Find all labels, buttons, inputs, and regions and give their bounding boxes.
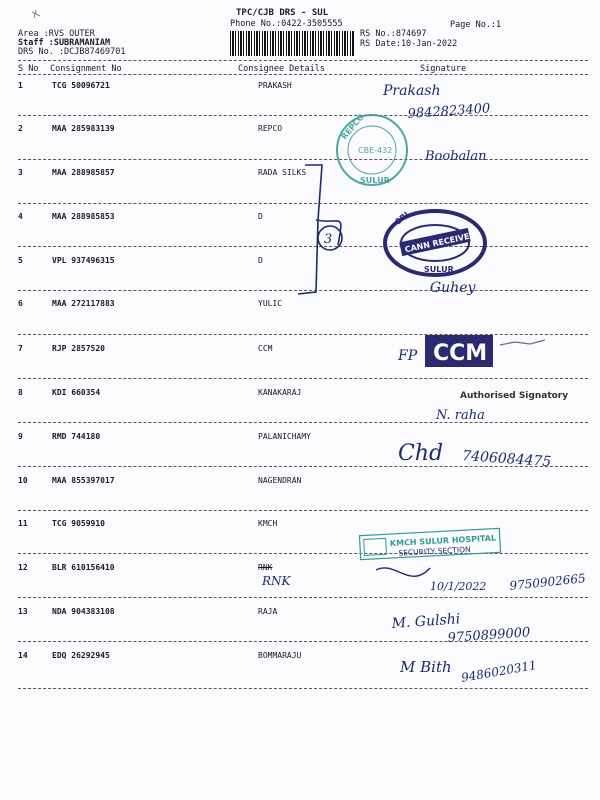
authorised-signatory-stamp: Authorised Signatory xyxy=(460,391,569,401)
row-consignee: BOMMARAJU xyxy=(258,651,302,660)
page-number: Page No.:1 xyxy=(450,20,502,30)
row-consignment: EDQ 26292945 xyxy=(52,651,110,660)
row-sno: 13 xyxy=(18,607,28,616)
row-sno: 12 xyxy=(18,563,28,572)
row-consignee: KANAKARAJ xyxy=(258,388,302,397)
col-header-signature: Signature xyxy=(420,64,467,74)
row-sno: 2 xyxy=(18,124,23,133)
row14-phone-handwriting: 9486020311 xyxy=(460,657,538,685)
row-consignment: NDA 904383108 xyxy=(52,607,115,616)
row2-signature: Boobalan xyxy=(425,149,487,164)
row14-signature: M Bith xyxy=(400,658,452,676)
row-consignment: TCG 50096721 xyxy=(52,81,110,90)
row-consignment: RMD 744180 xyxy=(52,432,101,441)
row-consignee: RNK xyxy=(258,563,273,572)
row-consignee: RAJA xyxy=(258,607,278,616)
kmch-stamp-subtitle: SECURITY SECTION xyxy=(398,544,471,558)
bracket-number: 3 xyxy=(324,232,333,247)
col-header-sno: S No xyxy=(18,64,39,74)
kmch-stamp-title: KMCH SULUR HOSPITAL xyxy=(389,533,497,549)
row1-name-handwriting: Prakash xyxy=(383,83,441,99)
row-consignee: D xyxy=(258,212,263,221)
row5-signature: Guhey xyxy=(430,280,476,296)
col-header-consignee: Consignee Details xyxy=(238,64,325,74)
row-consignment: TCG 9059910 xyxy=(52,519,105,528)
row-sno: 6 xyxy=(18,299,23,308)
drs-number: DRS No. :DCJB87469701 xyxy=(18,47,126,57)
cash-received-stamp-top: SRI xyxy=(393,210,411,227)
cash-received-stamp-bottom: SULUR xyxy=(424,265,454,274)
row-sno: 4 xyxy=(18,212,23,221)
row-consignment: BLR 610156410 xyxy=(52,563,115,572)
phone-number: Phone No.:0422-3505555 xyxy=(230,19,343,29)
row-consignment: RJP 2857520 xyxy=(52,344,105,353)
row-consignment: VPL 937496315 xyxy=(52,256,115,265)
ccm-stamp-text: CCM xyxy=(433,341,488,366)
row-consignee: REPCO xyxy=(258,124,283,133)
col-header-consignment: Consignment No xyxy=(50,64,122,74)
row-consignee: PALANICHAMY xyxy=(258,432,311,441)
bracket-mark xyxy=(298,165,342,294)
repco-stamp xyxy=(337,112,407,185)
row13-signature: M. Gulshi xyxy=(391,611,461,632)
row-consignment: MAA 288985857 xyxy=(52,168,115,177)
row12-phone-handwriting: 9750902665 xyxy=(508,571,587,593)
rs-number: RS No.:874697 xyxy=(360,29,427,39)
row-consignee: D xyxy=(258,256,263,265)
row-consignment: KDI 660354 xyxy=(52,388,101,397)
rs-date: RS Date:10-Jan-2022 xyxy=(360,39,458,49)
row-consignment: MAA 272117883 xyxy=(52,299,115,308)
repco-stamp-center: CBE-432 xyxy=(358,146,393,155)
row-consignment: MAA 288985853 xyxy=(52,212,115,221)
row12-rnk-handwriting: RNK xyxy=(262,574,291,588)
staff-label: Staff :SUBRAMANIAM xyxy=(18,38,111,48)
row1-phone-handwriting: 9842823400 xyxy=(407,101,491,122)
row-consignee: NAGENDRAN xyxy=(258,476,302,485)
document-title: TPC/CJB DRS - SUL xyxy=(236,8,329,18)
row-consignment: MAA 855397017 xyxy=(52,476,115,485)
row-sno: 7 xyxy=(18,344,23,353)
row-consignee: YULIC xyxy=(258,299,283,308)
row-consignee: RADA SILKS xyxy=(258,168,307,177)
row9-signature: Chd xyxy=(398,441,444,466)
row-consignee: PRAKASH xyxy=(258,81,292,90)
row-consignee: KMCH xyxy=(258,519,278,528)
row-sno: 10 xyxy=(18,476,28,485)
row13-phone-handwriting: 9750899000 xyxy=(447,625,531,646)
row-consignee: CCM xyxy=(258,344,273,353)
area-label: Area :RVS OUTER xyxy=(18,29,95,39)
row-sno: 11 xyxy=(18,519,28,528)
row9-phone-handwriting: 7406084475 xyxy=(461,448,552,471)
row-sno: 9 xyxy=(18,432,23,441)
row-sno: 1 xyxy=(18,81,23,90)
cash-received-stamp xyxy=(385,210,485,275)
kmch-stamp xyxy=(359,528,500,559)
repco-stamp-bottom: SULUR xyxy=(360,176,390,185)
row12-date-handwriting: 10/1/2022 xyxy=(430,580,487,593)
row-sno: 14 xyxy=(18,651,28,660)
cash-received-stamp-text: CANN RECEIVED xyxy=(404,230,477,255)
row-sno: 5 xyxy=(18,256,23,265)
row8-signature: N. raha xyxy=(436,408,485,423)
row-sno: 3 xyxy=(18,168,23,177)
repco-stamp-top: REPCO xyxy=(339,112,366,142)
row-consignment: MAA 285983139 xyxy=(52,124,115,133)
row7-fp-handwriting: FP xyxy=(398,348,418,364)
row-sno: 8 xyxy=(18,388,23,397)
